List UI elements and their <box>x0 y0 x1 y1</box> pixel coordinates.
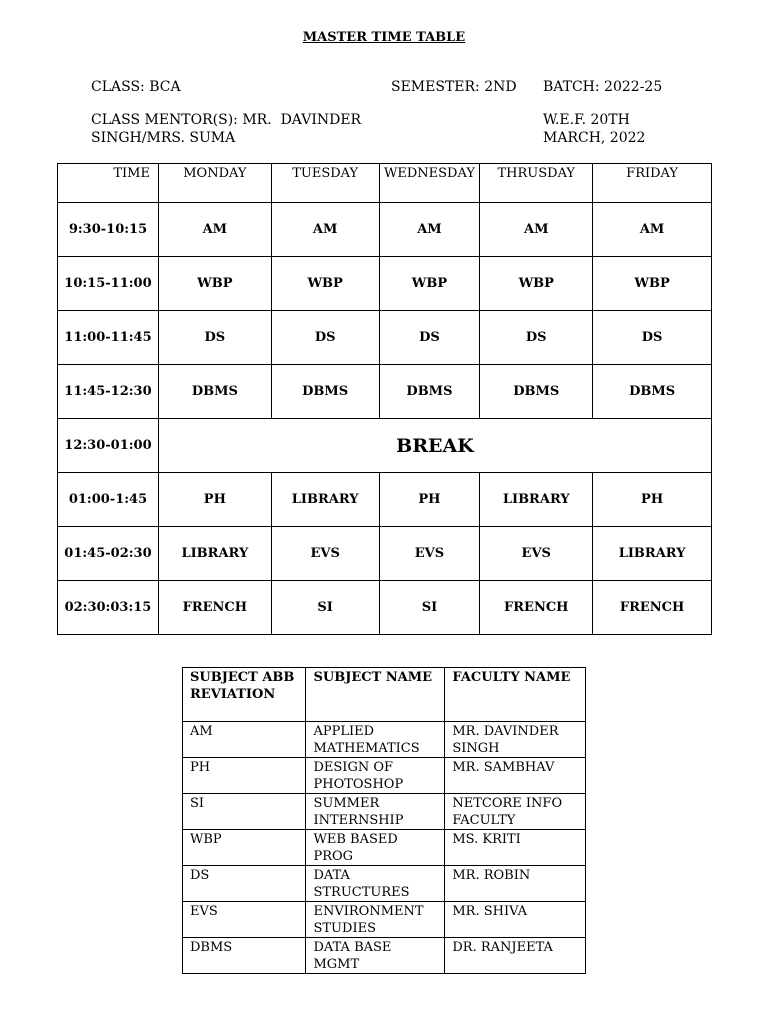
time-cell: 9:30-10:15 <box>58 203 159 257</box>
period-cell: DBMS <box>158 365 271 419</box>
col-header-faculty-name: FACULTY NAME <box>445 668 586 722</box>
period-cell: FRENCH <box>593 581 712 635</box>
time-cell: 02:30:03:15 <box>58 581 159 635</box>
period-cell: PH <box>158 473 271 527</box>
period-cell: WBP <box>480 257 593 311</box>
time-cell: 01:00-1:45 <box>58 473 159 527</box>
batch-label: BATCH: 2022-25 <box>543 79 663 95</box>
faculty-name-cell: MS. KRITI <box>445 830 586 866</box>
subject-faculty-table <box>182 667 586 974</box>
subject-name-cell: SUMMER INTERNSHIP <box>306 794 445 830</box>
period-cell: EVS <box>480 527 593 581</box>
period-cell: DS <box>593 311 712 365</box>
period-cell: WBP <box>271 257 379 311</box>
subject-name-cell: APPLIED MATHEMATICS <box>306 722 445 758</box>
time-cell: 12:30-01:00 <box>58 419 159 473</box>
subject-header-row <box>183 668 586 722</box>
table-row <box>183 722 586 758</box>
subject-name-cell: DATA STRUCTURES <box>306 866 445 902</box>
timetable-header-row <box>58 164 712 203</box>
abbreviation-cell: AM <box>183 722 306 758</box>
col-header-time: TIME <box>58 164 159 203</box>
col-header-abbreviation <box>183 668 306 722</box>
period-cell: LIBRARY <box>271 473 379 527</box>
col-header-subject-name: SUBJECT NAME <box>306 668 445 722</box>
class-mentor <box>91 111 361 147</box>
col-header-thursday: THRUSDAY <box>480 164 593 203</box>
faculty-name-cell: DR. RANJEETA <box>445 938 586 974</box>
period-cell: AM <box>379 203 480 257</box>
time-cell: 11:00-11:45 <box>58 311 159 365</box>
subject-name-cell: DATA BASE MGMT <box>306 938 445 974</box>
col-header-friday: FRIDAY <box>593 164 712 203</box>
period-cell: WBP <box>158 257 271 311</box>
col-header-wednesday <box>379 164 480 203</box>
table-row <box>58 473 712 527</box>
abbreviation-cell: WBP <box>183 830 306 866</box>
faculty-name-cell: MR. SHIVA <box>445 902 586 938</box>
col-header-tuesday: TUESDAY <box>271 164 379 203</box>
period-cell: AM <box>593 203 712 257</box>
period-cell: DBMS <box>480 365 593 419</box>
faculty-name-cell: MR. SAMBHAV <box>445 758 586 794</box>
master-timetable <box>57 163 712 635</box>
col-header-monday: MONDAY <box>158 164 271 203</box>
abbreviation-cell: EVS <box>183 902 306 938</box>
period-cell: WBP <box>593 257 712 311</box>
table-row <box>183 866 586 902</box>
period-cell: EVS <box>271 527 379 581</box>
abbreviation-cell: DS <box>183 866 306 902</box>
subject-name-cell: DESIGN OF PHOTOSHOP <box>306 758 445 794</box>
table-row <box>183 902 586 938</box>
table-row <box>183 794 586 830</box>
period-cell: EVS <box>379 527 480 581</box>
period-cell: PH <box>379 473 480 527</box>
class-label: CLASS: BCA <box>91 79 181 95</box>
period-cell: AM <box>158 203 271 257</box>
subject-name-cell: WEB BASED PROG <box>306 830 445 866</box>
table-row <box>58 257 712 311</box>
period-cell: LIBRARY <box>480 473 593 527</box>
period-cell: DBMS <box>379 365 480 419</box>
col-header-abbreviation-label: SUBJECT ABBREVIATION <box>190 670 295 702</box>
table-row <box>58 527 712 581</box>
mentor-line-2: SINGH/MRS. SUMA <box>91 130 236 146</box>
abbreviation-cell: SI <box>183 794 306 830</box>
wef-line-1: W.E.F. 20TH <box>543 112 630 128</box>
semester-label: SEMESTER: 2ND <box>391 79 517 95</box>
period-cell: DS <box>271 311 379 365</box>
table-row <box>58 581 712 635</box>
abbreviation-cell: DBMS <box>183 938 306 974</box>
period-cell: FRENCH <box>158 581 271 635</box>
wef-line-2: MARCH, 2022 <box>543 130 646 146</box>
period-cell: FRENCH <box>480 581 593 635</box>
period-cell: DBMS <box>593 365 712 419</box>
period-cell: AM <box>480 203 593 257</box>
mentor-line-1: CLASS MENTOR(S): MR. DAVINDER <box>91 112 362 128</box>
table-row <box>58 203 712 257</box>
table-row <box>183 758 586 794</box>
period-cell: DS <box>379 311 480 365</box>
period-cell: LIBRARY <box>593 527 712 581</box>
period-cell: AM <box>271 203 379 257</box>
period-cell: DS <box>480 311 593 365</box>
break-cell: BREAK <box>158 419 711 473</box>
faculty-name-cell: MR. ROBIN <box>445 866 586 902</box>
table-row-break <box>58 419 712 473</box>
time-cell: 10:15-11:00 <box>58 257 159 311</box>
faculty-name-cell: NETCORE INFO FACULTY <box>445 794 586 830</box>
table-row <box>58 365 712 419</box>
subject-name-cell: ENVIRONMENT STUDIES <box>306 902 445 938</box>
time-cell: 01:45-02:30 <box>58 527 159 581</box>
page-title: MASTER TIME TABLE <box>302 30 466 45</box>
table-row <box>183 938 586 974</box>
period-cell: DS <box>158 311 271 365</box>
col-header-wednesday-label: WEDNESDAY <box>383 166 475 181</box>
period-cell: PH <box>593 473 712 527</box>
period-cell: SI <box>379 581 480 635</box>
faculty-name-cell: MR. DAVINDER SINGH <box>445 722 586 758</box>
table-row <box>183 830 586 866</box>
abbreviation-cell: PH <box>183 758 306 794</box>
period-cell: LIBRARY <box>158 527 271 581</box>
period-cell: WBP <box>379 257 480 311</box>
period-cell: DBMS <box>271 365 379 419</box>
table-row <box>58 311 712 365</box>
period-cell: SI <box>271 581 379 635</box>
wef-date <box>543 111 645 147</box>
time-cell: 11:45-12:30 <box>58 365 159 419</box>
